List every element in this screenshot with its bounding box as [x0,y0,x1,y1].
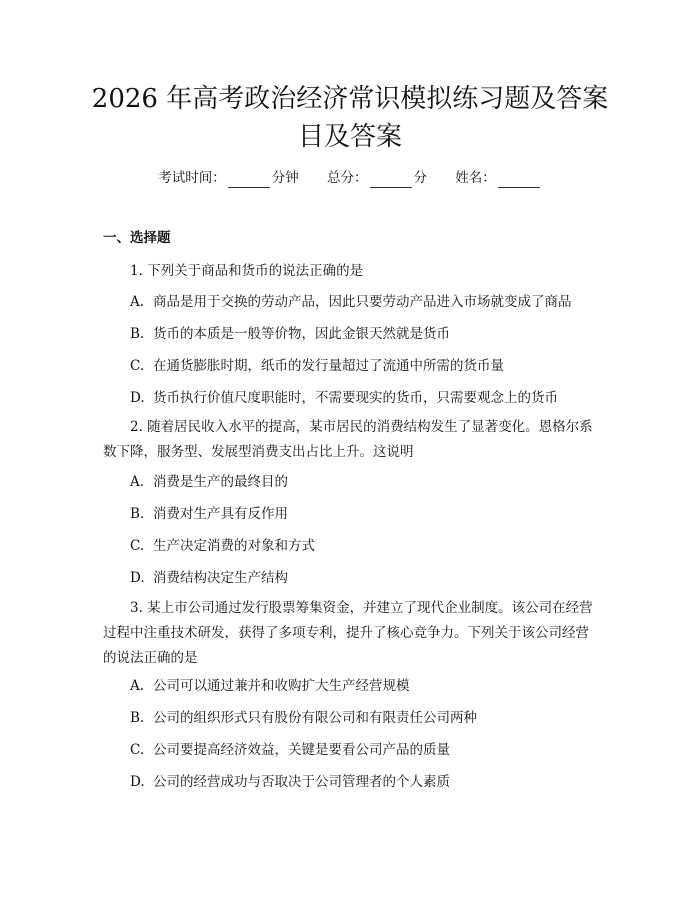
option-letter: B. [130,506,145,522]
option-letter: D. [130,570,145,586]
option-text: 消费结构决定生产结构 [153,570,288,586]
question-1-option-b [130,324,600,344]
exam-time [158,168,299,188]
title-line-1: 2026 年高考政治经济常识模拟练习题及答案 [91,84,609,114]
option-text: 公司可以通过兼并和收购扩大生产经营规模 [153,678,410,694]
question-2-option-b [130,504,600,524]
question-3-option-a [130,676,600,696]
score-blank [370,173,412,188]
option-text: 公司的经营成功与否取决于公司管理者的个人素质 [153,774,450,790]
option-text: 商品是用于交换的劳动产品，因此只要劳动产品进入市场就变成了商品 [153,294,572,310]
option-letter: C. [130,538,145,554]
exam-name [455,168,542,188]
name-blank [498,173,540,188]
option-letter: A. [130,678,145,694]
question-3: 3. 某上市公司通过发行股票筹集资金，并建立了现代企业制度。该公司在经营过程中注重技术研发，获得了多项专利，提升了核心竞争力。下列关于该公司经营的说法正确的是 [103,600,593,666]
option-letter: B. [130,326,145,342]
option-text: 货币执行价值尺度职能时，不需要现实的货币，只需要观念上的货币 [153,390,558,406]
exam-info [0,168,700,188]
score-label: 总分： [327,170,368,186]
question-1-option-a [130,292,600,312]
question-2-option-a [130,472,600,492]
option-letter: C. [130,358,145,374]
option-text: 生产决定消费的对象和方式 [153,538,315,554]
option-letter: B. [130,710,145,726]
option-text: 消费对生产具有反作用 [153,506,288,522]
option-letter: A. [130,294,145,310]
question-2-option-d [130,568,600,588]
question-2-option-c [130,536,600,556]
time-unit: 分钟 [271,170,299,186]
option-text: 消费是生产的最终目的 [153,474,288,490]
option-letter: D. [130,390,145,406]
option-letter: D. [130,774,145,790]
time-blank [228,173,270,188]
question-1-option-d [130,388,600,408]
question-2: 2. 随着居民收入水平的提高，某市居民的消费结构发生了显著变化。恩格尔系数下降，服务型、发展型消费支出占比上升。这说明 [103,419,593,460]
question-3-option-b [130,708,600,728]
option-letter: A. [130,474,145,490]
name-label: 姓名： [455,170,496,186]
question-3-option-d [130,772,600,792]
option-text: 货币的本质是一般等价物，因此金银天然就是货币 [153,326,450,342]
page-title [60,80,640,156]
option-text: 公司的组织形式只有股份有限公司和有限责任公司两种 [153,710,477,726]
section-title: 一、选择题 [103,230,171,246]
score-unit: 分 [413,170,427,186]
question-1: 1. 下列关于商品和货币的说法正确的是 [130,263,364,279]
option-letter: C. [130,742,145,758]
option-text: 公司要提高经济效益，关键是要看公司产品的质量 [153,742,450,758]
option-text: 在通货膨胀时期，纸币的发行量超过了流通中所需的货币量 [153,358,504,374]
question-1-option-c [130,356,600,376]
title-line-2: 目及答案 [297,122,402,152]
question-3-option-c [130,740,600,760]
time-label: 考试时间： [158,170,226,186]
exam-score [327,168,427,188]
